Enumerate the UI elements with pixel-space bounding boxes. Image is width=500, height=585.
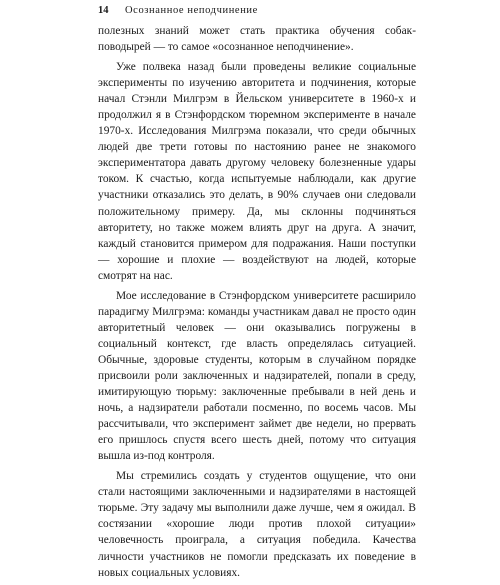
page-number: 14 bbox=[98, 5, 109, 16]
paragraph-continued: полезных знаний может стать практика обучения собак-поводырей — то самое «осознанное неподчинение». bbox=[98, 25, 416, 54]
body-text bbox=[98, 23, 416, 585]
paragraph-conclusion: Мы стремились создать у студентов ощущение, что они стали настоящими заключенными и надзирателями в настоящей тюрьме. Эту задачу мы выполнили даже лучше, чем я ожидал. В состязании «хорошие люди против плохой ситуации» человечность проиграла, а ситуация победила. Качества личности участников не помогли предсказать их поведение в новых социальных условиях. bbox=[98, 470, 416, 579]
paragraph-milgram: Уже полвека назад были проведены великие социальные эксперименты по изучению авторитета и подчинения, которые начал Стэнли Милгрэм в Йельском университете в 1960-х и продолжил я в Стэнфордском тюремном эксперименте в начале 1970-х. Исследования Милгрэма показали, что среди обычных людей две трети готовы по настоянию ранее не знакомого экспериментатора давать другому человеку болезненные удары током. К счастью, когда испытуемые наблюдали, как другие участники отказались это делать, в 90% случаев они следовали положительному примеру. Да, мы склонны подчиняться авторитету, но также можем влиять друг на друга. А значит, каждый становится примером для подражания. Наши поступки — хорошие и плохие — воздействуют на людей, которые смотрят на нас. bbox=[98, 61, 416, 282]
paragraph-stanford: Мое исследование в Стэнфордском университете расширило парадигму Милгрэма: команды участникам давал не просто один авторитетный человек — они оказывались погружены в социальный контекст, где власть определялась ситуацией. Обычные, здоровые студенты, которым в случайном порядке присвоили роли заключенных и надзирателей, попали в среду, имитирующую тюрьму: заключенные пребывали в ней день и ночь, а надзиратели работали посменно, по восемь часов. Мы рассчитывали, что эксперимент займет две недели, но прервать его пришлось спустя всего шесть дней, потому что ситуация вышла из-под контроля. bbox=[98, 289, 416, 463]
running-head bbox=[98, 4, 416, 18]
running-title: Осознанное неподчинение bbox=[125, 5, 258, 16]
